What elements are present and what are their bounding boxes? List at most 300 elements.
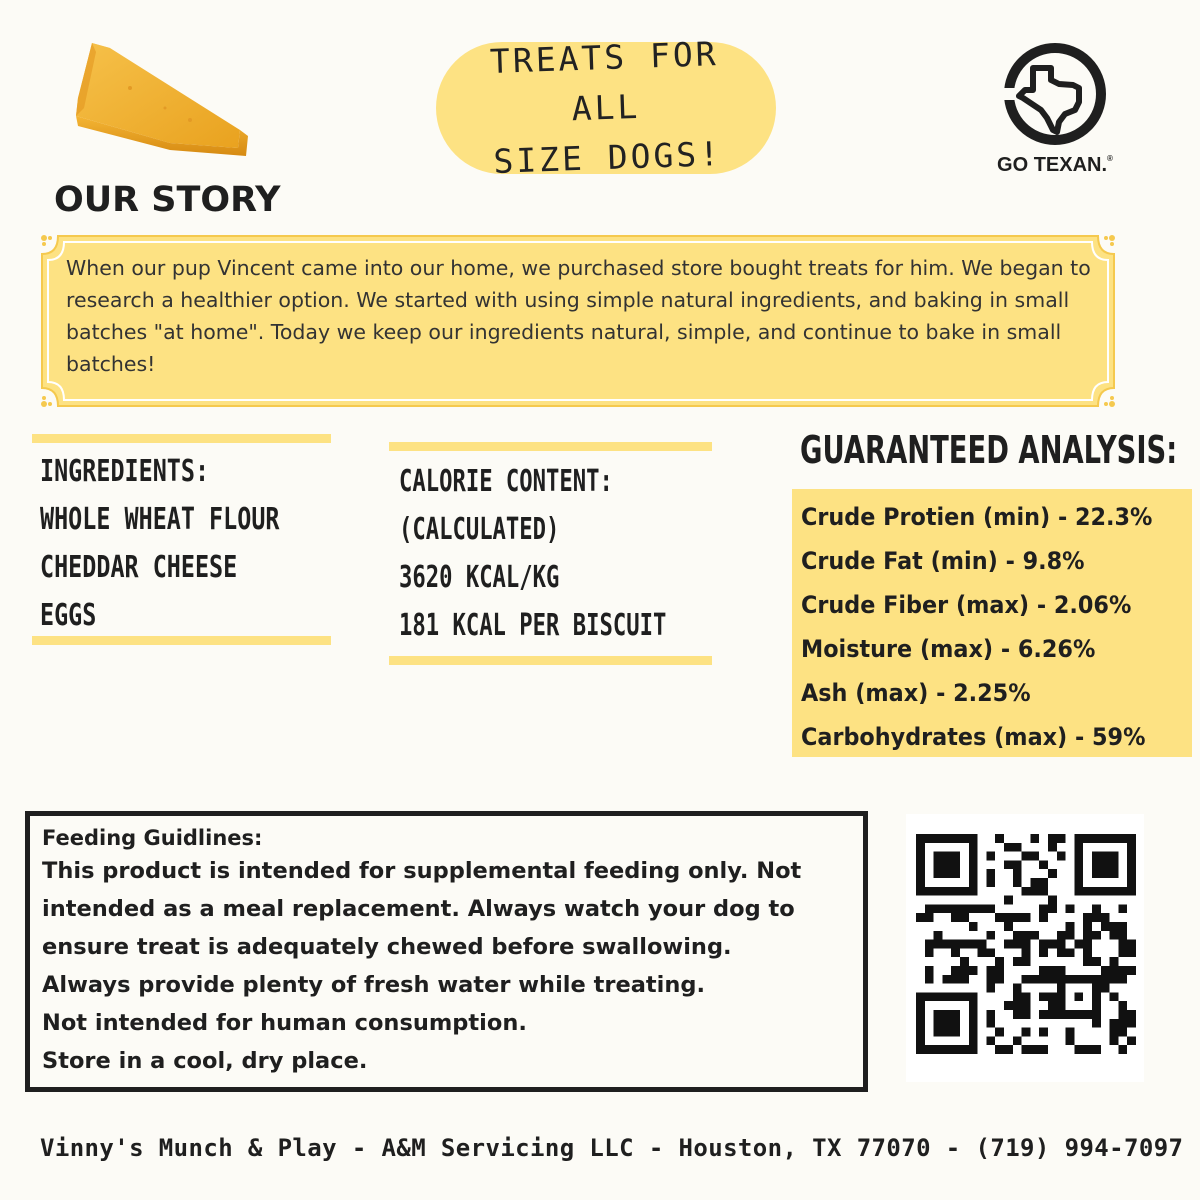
qr-module [934,1019,943,1028]
qr-module [951,887,960,896]
qr-module [942,1028,951,1037]
qr-module [1101,887,1110,896]
qr-module [1039,878,1048,887]
qr-module [934,860,943,869]
qr-module [1057,975,1066,984]
qr-module [1083,922,1092,931]
qr-module [1127,948,1136,957]
qr-module [1030,878,1039,887]
qr-module [1074,940,1083,949]
qr-module [986,966,995,975]
qr-module [1118,1001,1127,1010]
qr-module [1004,843,1013,852]
qr-module [969,834,978,843]
qr-module [1048,869,1057,878]
qr-module [1013,940,1022,949]
qr-module [1083,975,1092,984]
qr-module [986,931,995,940]
qr-module [1110,860,1119,869]
qr-module [969,869,978,878]
qr-module [1074,887,1083,896]
qr-module [1004,940,1013,949]
qr-module [1030,852,1039,861]
qr-module [1074,992,1083,1001]
analysis-row: Moisture (max) - 6.26% [801,635,1096,663]
qr-module [1110,931,1119,940]
qr-module [916,834,925,843]
qr-module [1004,860,1013,869]
qr-module [951,1019,960,1028]
qr-module [951,940,960,949]
qr-module [1127,940,1136,949]
qr-module [951,975,960,984]
qr-module [986,852,995,861]
qr-module [969,966,978,975]
feeding-line: ensure treat is adequately chewed before swallowing. [42,934,732,960]
analysis-row: Crude Fiber (max) - 2.06% [801,591,1132,619]
qr-module [1092,1019,1101,1028]
qr-module [1066,1028,1075,1037]
qr-module [1118,904,1127,913]
qr-module [951,834,960,843]
qr-module [1057,1001,1066,1010]
qr-module [934,992,943,1001]
qr-module [934,887,943,896]
qr-module [1118,940,1127,949]
calorie-block [399,458,719,650]
qr-module [1110,992,1119,1001]
qr-module [1092,869,1101,878]
qr-module [1066,948,1075,957]
qr-module [1101,869,1110,878]
qr-module [1110,852,1119,861]
qr-module [1083,913,1092,922]
qr-module [969,843,978,852]
qr-module [1092,913,1101,922]
qr-module [916,1028,925,1037]
qr-module [951,852,960,861]
qr-module [934,852,943,861]
qr-module [1118,922,1127,931]
qr-module [1118,931,1127,940]
qr-module [1092,992,1101,1001]
qr-module [1110,966,1119,975]
qr-module [916,887,925,896]
qr-module [1101,852,1110,861]
qr-module [1013,913,1022,922]
feeding-guidelines-box [25,811,868,1092]
qr-module [1030,975,1039,984]
qr-module [1048,904,1057,913]
qr-module [1039,1010,1048,1019]
qr-module [986,869,995,878]
qr-module [1110,957,1119,966]
qr-module [916,878,925,887]
qr-module [1022,1028,1031,1037]
qr-module [1083,940,1092,949]
qr-module [969,852,978,861]
qr-module [1013,860,1022,869]
footer-contact: Vinny's Munch & Play - A&M Servicing LLC - Houston, TX 77070 - (719) 994-7097 [40,1134,1184,1162]
qr-module [1057,992,1066,1001]
qr-module [995,1045,1004,1054]
qr-module [1057,984,1066,993]
qr-module [960,966,969,975]
qr-module [1118,966,1127,975]
qr-module [925,966,934,975]
qr-module [1118,834,1127,843]
qr-module [1004,1045,1013,1054]
qr-module [942,992,951,1001]
qr-module [1110,869,1119,878]
treats-line-1: TREATS FOR ALL [489,34,720,129]
analysis-box [792,489,1192,757]
qr-module [969,1010,978,1019]
qr-module [916,1001,925,1010]
qr-module [925,913,934,922]
qr-module [969,1028,978,1037]
calorie-line: (CALCULATED) [399,512,560,547]
qr-module [1048,975,1057,984]
qr-module [1022,1010,1031,1019]
qr-module [951,1010,960,1019]
qr-module [1110,1019,1119,1028]
qr-module [1013,992,1022,1001]
qr-module [925,948,934,957]
qr-module [1118,975,1127,984]
qr-module [1074,834,1083,843]
feeding-line: Not intended for human consumption. [42,1010,527,1036]
qr-module [1030,834,1039,843]
qr-module [1022,992,1031,1001]
qr-module [1022,948,1031,957]
qr-module [1127,843,1136,852]
qr-module [1074,860,1083,869]
qr-module [1110,922,1119,931]
qr-code-icon[interactable] [906,814,1144,1082]
qr-module [1057,966,1066,975]
qr-module [1074,852,1083,861]
ingredients-divider-bottom [32,636,331,645]
ingredient-item: WHOLE WHEAT FLOUR [40,502,280,537]
qr-module [969,860,978,869]
qr-module [1039,887,1048,896]
ingredients-divider-top [32,434,331,443]
qr-module [916,1036,925,1045]
qr-module [934,1010,943,1019]
qr-module [1039,975,1048,984]
qr-module [1004,896,1013,905]
qr-module [1092,834,1101,843]
qr-module [986,1019,995,1028]
qr-module [1048,1010,1057,1019]
qr-module [1048,940,1057,949]
qr-module [1022,940,1031,949]
qr-module [1039,948,1048,957]
analysis-row: Carbohydrates (max) - 59% [801,723,1146,751]
qr-module [942,975,951,984]
qr-module [1057,948,1066,957]
qr-module [1039,913,1048,922]
qr-module [951,913,960,922]
qr-module [1074,1010,1083,1019]
qr-module [1127,869,1136,878]
feeding-line: Store in a cool, dry place. [42,1048,368,1074]
analysis-row: Crude Protien (min) - 22.3% [801,503,1153,531]
qr-module [995,975,1004,984]
qr-module [951,966,960,975]
qr-module [960,913,969,922]
qr-module [1039,992,1048,1001]
qr-module [1022,913,1031,922]
qr-module [1022,887,1031,896]
qr-module [986,1010,995,1019]
qr-module [1118,948,1127,957]
story-title: OUR STORY [54,180,281,220]
qr-module [1101,984,1110,993]
qr-module [1013,957,1022,966]
ingredients-block [40,448,340,640]
qr-module [1004,913,1013,922]
calorie-title: CALORIE CONTENT: [399,464,613,499]
qr-module [1127,834,1136,843]
qr-module [986,948,995,957]
qr-module [1004,922,1013,931]
ingredient-item: CHEDDAR CHEESE [40,550,238,585]
qr-module [942,869,951,878]
qr-module [934,834,943,843]
qr-module [960,887,969,896]
qr-module [1092,1001,1101,1010]
qr-module [960,834,969,843]
qr-module [960,940,969,949]
qr-module [1066,904,1075,913]
qr-module [1110,975,1119,984]
ingredient-item: EGGS [40,598,97,633]
qr-module [1118,887,1127,896]
qr-module [1022,975,1031,984]
qr-module [1101,834,1110,843]
qr-module [1074,869,1083,878]
qr-module [986,1036,995,1045]
analysis-title: GUARANTEED ANALYSIS: [800,428,1178,472]
qr-module [1057,834,1066,843]
qr-module [960,1045,969,1054]
qr-module [1022,931,1031,940]
qr-module [1118,1010,1127,1019]
qr-module [969,878,978,887]
qr-module [1127,860,1136,869]
qr-module [942,887,951,896]
treats-line-2: SIZE DOGS! [492,133,723,181]
qr-module [1092,1045,1101,1054]
qr-module [1092,904,1101,913]
qr-module [951,992,960,1001]
qr-module [969,1001,978,1010]
qr-module [1127,1036,1136,1045]
qr-module [1118,1019,1127,1028]
qr-module [1118,1028,1127,1037]
qr-module [1083,834,1092,843]
qr-module [925,834,934,843]
analysis-row: Crude Fat (min) - 9.8% [801,547,1085,575]
qr-module [1013,878,1022,887]
qr-module [951,869,960,878]
qr-module [1110,1036,1119,1045]
qr-module [934,1045,943,1054]
qr-module [1013,843,1022,852]
qr-module [1048,992,1057,1001]
qr-module [1092,887,1101,896]
qr-module [969,904,978,913]
qr-module [969,887,978,896]
qr-module [1127,878,1136,887]
feeding-line: This product is intended for supplemental feeding only. Not [42,858,802,884]
qr-module [1013,1036,1022,1045]
qr-module [1022,852,1031,861]
qr-module [969,1019,978,1028]
qr-module [1118,1045,1127,1054]
qr-module [1057,852,1066,861]
qr-module [1127,887,1136,896]
qr-module [951,1045,960,1054]
ingredients-title: INGREDIENTS: [40,454,210,489]
qr-module [1039,1028,1048,1037]
qr-module [1083,957,1092,966]
qr-module [1092,852,1101,861]
qr-module [1048,843,1057,852]
qr-module [1101,966,1110,975]
qr-module [942,940,951,949]
qr-module [995,834,1004,843]
qr-module [1127,1019,1136,1028]
qr-module [916,992,925,1001]
qr-module [1057,931,1066,940]
qr-module [1039,940,1048,949]
feeding-title: Feeding Guidlines: [42,826,263,850]
qr-module [942,834,951,843]
qr-module [1057,940,1066,949]
qr-module [1074,1045,1083,1054]
qr-module [1092,860,1101,869]
qr-module [1074,843,1083,852]
qr-module [1083,1010,1092,1019]
qr-module [1074,975,1083,984]
calorie-divider-top [389,442,712,451]
qr-module [1127,966,1136,975]
qr-module [951,948,960,957]
qr-module [925,992,934,1001]
qr-module [1022,1001,1031,1010]
qr-module [1048,896,1057,905]
qr-module [916,1010,925,1019]
qr-module [951,860,960,869]
qr-module [978,940,987,949]
qr-module [1092,984,1101,993]
qr-module [1048,1001,1057,1010]
qr-module [986,975,995,984]
qr-module [1083,887,1092,896]
qr-module [925,940,934,949]
qr-module [942,1019,951,1028]
qr-module [969,940,978,949]
qr-module [942,860,951,869]
qr-module [1101,922,1110,931]
texas-map-circle-icon [999,38,1111,150]
qr-module [934,931,943,940]
calorie-line: 3620 KCAL/KG [399,560,560,595]
treats-banner [436,34,776,181]
qr-module [1022,1045,1031,1054]
qr-module [942,904,951,913]
qr-module [986,878,995,887]
qr-module [986,984,995,993]
qr-module [916,852,925,861]
qr-module [1066,1010,1075,1019]
qr-module [1013,984,1022,993]
analysis-row: Ash (max) - 2.25% [801,679,1031,707]
qr-module [1110,1028,1119,1037]
qr-module [986,904,995,913]
qr-module [995,966,1004,975]
qr-module [995,957,1004,966]
qr-module [1092,975,1101,984]
qr-module [916,1045,925,1054]
qr-module [969,992,978,1001]
qr-module [1083,931,1092,940]
calorie-line: 181 KCAL PER BISCUIT [399,608,667,643]
qr-module [1048,834,1057,843]
qr-module [1101,975,1110,984]
story-text: When our pup Vincent came into our home, we purchased store bought treats for him. We began to research a healthier option. We started with using simple natural ingredients, and baking in small batches "at home". Today we keep our ingredients natural, simple, and continue to bake in small batches! [66,256,1091,376]
qr-module [942,1045,951,1054]
qr-module [1101,860,1110,869]
qr-module [1039,904,1048,913]
qr-module [1083,948,1092,957]
qr-module [960,957,969,966]
go-texan-logo [990,38,1120,188]
qr-module [934,940,943,949]
qr-module [995,1028,1004,1037]
qr-module [1057,1010,1066,1019]
qr-module [916,1019,925,1028]
qr-module [1048,966,1057,975]
qr-module [1092,931,1101,940]
qr-module [1013,1001,1022,1010]
qr-module [916,869,925,878]
qr-module [978,904,987,913]
qr-module [1092,1010,1101,1019]
feeding-line: intended as a meal replacement. Always watch your dog to [42,896,795,922]
qr-module [1127,852,1136,861]
treats-banner-text [453,28,758,188]
qr-module [1039,1045,1048,1054]
qr-module [951,1028,960,1037]
qr-module [916,860,925,869]
qr-module [1083,1045,1092,1054]
qr-module [969,1036,978,1045]
qr-module [1030,931,1039,940]
qr-module [960,975,969,984]
qr-module [995,913,1004,922]
qr-module [1030,1045,1039,1054]
qr-module [1127,1010,1136,1019]
cheese-wedge-image [70,38,250,158]
qr-module [1013,869,1022,878]
qr-module [1022,957,1031,966]
qr-module [934,869,943,878]
qr-module [1092,957,1101,966]
